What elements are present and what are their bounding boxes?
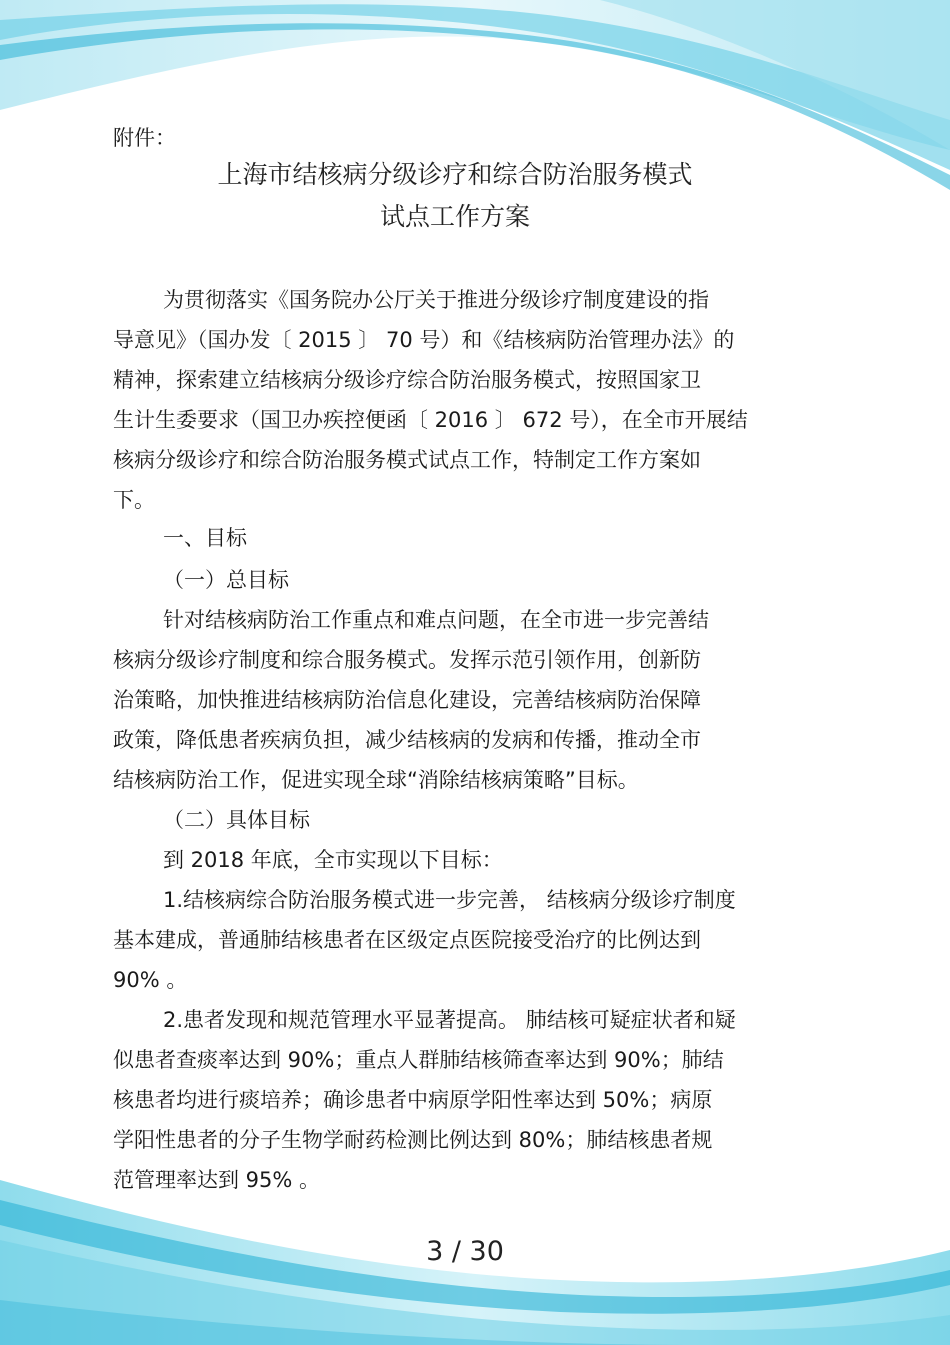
subsection-heading: （一）总目标 (163, 568, 289, 592)
body-line: 学阳性患者的分子生物学耐药检测比例达到 80%；肺结核患者规 (113, 1128, 713, 1152)
body-line: 政策，降低患者疾病负担，减少结核病的发病和传播，推动全市 (113, 728, 701, 752)
body-line: 基本建成，普通肺结核患者在区级定点医院接受治疗的比例达到 (113, 928, 701, 952)
body-line: 核病分级诊疗制度和综合服务模式。发挥示范引领作用，创新防 (113, 648, 701, 672)
body-line: 导意见》（国办发〔 2015 〕 70 号）和《结核病防治管理办法》的 (113, 328, 735, 352)
document-subtitle: 试点工作方案 (379, 202, 530, 231)
body-line: 下。 (113, 488, 155, 512)
body-line: 2.患者发现和规范管理水平显著提高。 肺结核可疑症状者和疑 (163, 1008, 736, 1032)
body-line: 针对结核病防治工作重点和难点问题，在全市进一步完善结 (163, 608, 709, 632)
body-line: 精神，探索建立结核病分级诊疗综合防治服务模式，按照国家卫 (113, 368, 701, 392)
body-line: 到 2018 年底，全市实现以下目标： (163, 848, 503, 872)
subsection-heading: （二）具体目标 (163, 808, 310, 832)
body-line: 结核病防治工作，促进实现全球“消除结核病策略”目标。 (113, 768, 639, 792)
body-line: 1.结核病综合防治服务模式进一步完善， 结核病分级诊疗制度 (163, 888, 736, 912)
body-line: 生计生委要求（国卫办疾控便函〔 2016 〕 672 号），在全市开展结 (113, 408, 748, 432)
page-indicator: 3 / 30 (426, 1236, 504, 1267)
body-line: 似患者查痰率达到 90%；重点人群肺结核筛查率达到 90%；肺结 (113, 1048, 724, 1072)
body-line: 核病分级诊疗和综合防治服务模式试点工作，特制定工作方案如 (113, 448, 701, 472)
body-line: 为贯彻落实《国务院办公厅关于推进分级诊疗制度建设的指 (163, 288, 709, 312)
attachment-label: 附件： (113, 126, 176, 150)
body-line: 范管理率达到 95% 。 (113, 1168, 321, 1192)
body-line: 90% 。 (113, 968, 188, 992)
body-line: 治策略，加快推进结核病防治信息化建设，完善结核病防治保障 (113, 688, 701, 712)
document-title: 上海市结核病分级诊疗和综合防治服务模式 (217, 160, 693, 189)
body-line: 核患者均进行痰培养；确诊患者中病原学阳性率达到 50%；病原 (113, 1088, 713, 1112)
section-heading: 一、目标 (163, 526, 247, 550)
